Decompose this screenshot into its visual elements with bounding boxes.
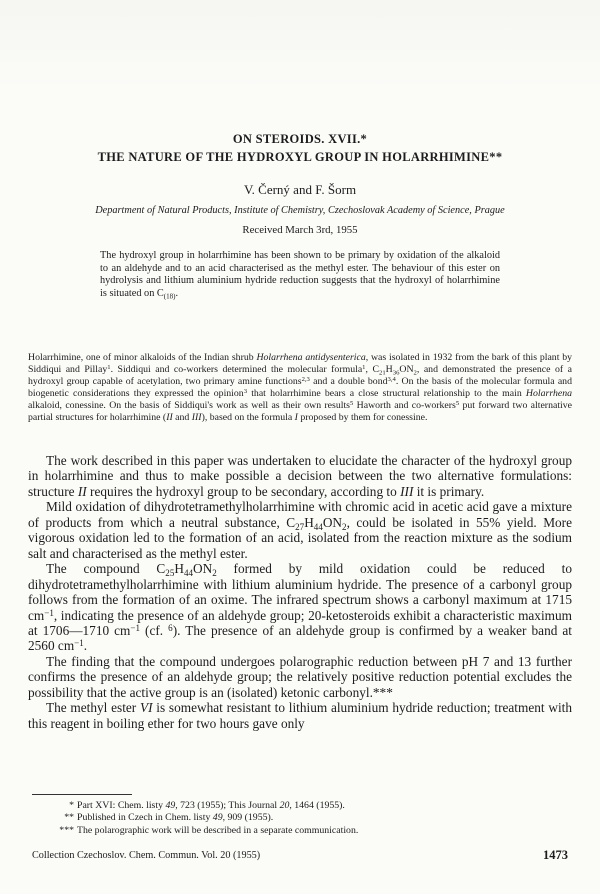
body-paragraph-3: The compound $C_{25}H_{44}ON_2$ formed by mild oxidation could be reduced to dihydrotetramethylholarrhimine with lithium aluminium hydride. The presence of a carbonyl group follows from the formation of an oxime. The infrared spectrum shows a carbonyl maximum at 1715 $cm^{-1}$, indicating the presence of an aldehyde group; 20-ketosteroids exhibit a characteristic maximum at 1706—1710 $cm^{-1}$ (cf. $^6$). The presence of an aldehyde group is confirmed by a weaker band at 2560 $cm^{-1}$.: [28, 561, 572, 654]
abstract: The hydroxyl group in holarrhimine has been shown to be primary by oxidation of the alkaloid to an aldehyde and to an acid characterised as the methyl ester. The behaviour of this ester on hydrolysis and lithium aluminium hydride reduction suggests that the hydroxyl of holarrhimine is situated on $C_{(18)}$.: [100, 250, 500, 301]
affiliation: Department of Natural Products, Institute of Chemistry, Czechoslovak Academy of Science, Prague: [95, 205, 505, 216]
introduction-paragraph: Holarrhimine, one of minor alkaloids of the Indian shrub Holarrhena antidysenterica, was isolated in 1932 from the bark of this plant by Siddiqui and Pillay$^1$. Siddiqui and co-workers determined the molecular formula$^1$, $C_{21}H_{36}ON_2$, and demonstrated the presence of a hydroxyl group capable of acetylation, two primary amine functions$^{2,3}$ and a double bond$^{3,4}$. On the basis of the molecular formula and biogenetic considerations they expressed the opinion$^3$ that holarrhimine bears a close structural relationship to the main Holarrhena alkaloid, conessine. On the basis of Siddiqui's work as well as their own results$^5$ Haworth and co-workers$^5$ put forward two alternative partial structures for holarrhimine (II and III), based on the formula I proposed by them for conessine.: [28, 352, 573, 423]
body-paragraph-1: The work described in this paper was undertaken to elucidate the character of the hydroxyl group in holarrhimine and thus to make possible a decision between the two alternative formulations: structure II requires the hydroxyl group to be secondary, according to III it is primary.: [28, 453, 572, 499]
footnotes: [40, 800, 560, 837]
body-paragraph-2: Mild oxidation of dihydrotetramethylholarrhimine with chromic acid in acetic acid gave a mixture of products from which a neutral substance, $C_{27}H_{44}ON_2$, could be isolated in 55% yield. More vigorous oxidation led to the formation of an acid, isolated from the reaction mixture as the sodium salt and characterised as the methyl ester.: [28, 499, 572, 561]
page-number: 1473: [543, 848, 568, 862]
footnote-separator: [32, 794, 132, 795]
received-date: Received March 3rd, 1955: [242, 224, 358, 236]
footnote: * Part XVI: Chem. listy 49, 723 (1955); This Journal 20, 1464 (1955).: [69, 800, 345, 811]
body-paragraph-4: The finding that the compound undergoes polarographic reduction between pH 7 and 13 further confirms the presence of an aldehyde group; the relatively positive reduction potential excludes the possibility that the active group is an (isolated) ketonic carbonyl.***: [28, 653, 572, 700]
article-title-line-1: ON STEROIDS. XVII.*: [232, 132, 368, 146]
article-title-line-2: THE NATURE OF THE HYDROXYL GROUP IN HOLARRHIMINE**: [97, 150, 503, 164]
main-text: [28, 453, 572, 731]
journal-citation: Collection Czechoslov. Chem. Commun. Vol. 20 (1955): [32, 850, 261, 861]
page-bleed-through: [0, 0, 600, 90]
footnote: *** The polarographic work will be described in a separate communication.: [59, 824, 359, 836]
body-paragraph-5: The methyl ester VI is somewhat resistant to lithium aluminium hydride reduction; treatment with this reagent in boiling ether for two hours gave only: [28, 700, 572, 731]
footnote: ** Published in Czech in Chem. listy 49, 909 (1955).: [64, 812, 274, 824]
authors: V. Černý and F. Šorm: [243, 182, 357, 197]
